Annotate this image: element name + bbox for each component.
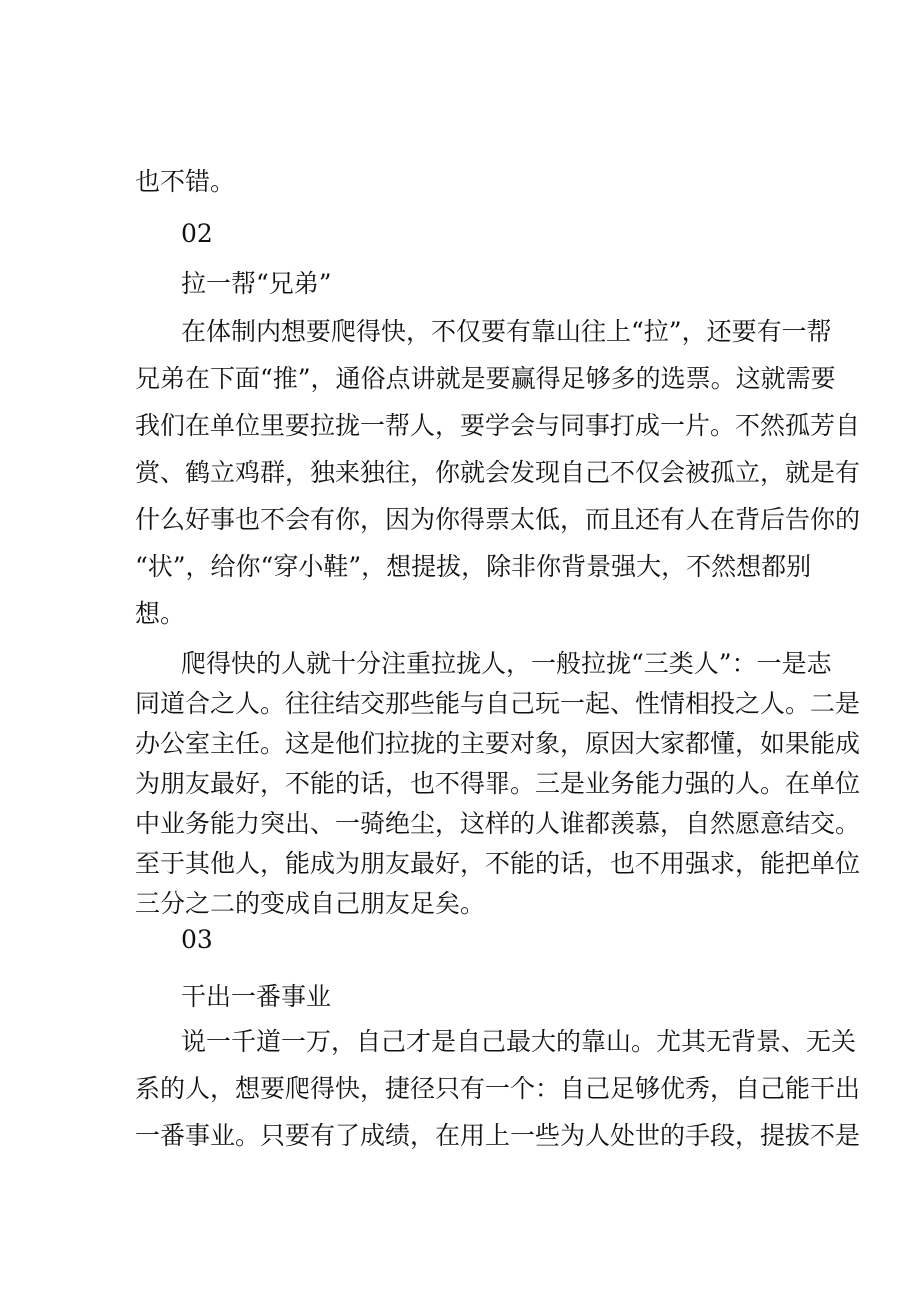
paragraph-line: 说一千道一万，自己才是自己最大的靠山。尤其无背景、无关 — [181, 1027, 857, 1056]
paragraph-line: 想。 — [135, 599, 186, 628]
paragraph-line: 系的人，想要爬得快，捷径只有一个：自己足够优秀，自己能干出 — [135, 1074, 861, 1103]
paragraph-line: 兄弟在下面“推”，通俗点讲就是要赢得足够多的选票。这就需要 — [135, 364, 836, 393]
paragraph-line: 爬得快的人就十分注重拉拢人，一般拉拢“三类人”：一是志 — [181, 649, 832, 678]
paragraph-line: 一番事业。只要有了成绩，在用上一些为人处世的手段，提拔不是 — [135, 1121, 861, 1150]
paragraph-line: 办公室主任。这是他们拉拢的主要对象，原因大家都懂，如果能成 — [135, 729, 861, 758]
section-number: 03 — [181, 925, 213, 954]
paragraph-line: 中业务能力突出、一骑绝尘，这样的人谁都羡慕，自然愿意结交。 — [135, 809, 861, 838]
paragraph-line: 赏、鹤立鸡群，独来独往，你就会发现自己不仅会被孤立，就是有 — [135, 458, 861, 487]
paragraph-line: 同道合之人。往往结交那些能与自己玩一起、性情相投之人。二是 — [135, 689, 861, 718]
paragraph-line: 为朋友最好，不能的话，也不得罪。三是业务能力强的人。在单位 — [135, 769, 861, 798]
paragraph-line: 在体制内想要爬得快，不仅要有靠山往上“拉”，还要有一帮 — [181, 317, 832, 346]
section-title: 拉一帮“兄弟” — [181, 269, 332, 298]
paragraph-line: “状”，给你“穿小鞋”，想提拔，除非你背景强大，不然想都别 — [135, 552, 812, 581]
paragraph-line: 也不错。 — [135, 167, 236, 196]
section-number: 02 — [181, 219, 213, 248]
paragraph-line: 至于其他人，能成为朋友最好，不能的话，也不用强求，能把单位 — [135, 849, 861, 878]
paragraph-line: 我们在单位里要拉拢一帮人，要学会与同事打成一片。不然孤芳自 — [135, 411, 861, 440]
paragraph-line: 什么好事也不会有你，因为你得票太低，而且还有人在背后告你的 — [135, 505, 861, 534]
section-title: 干出一番事业 — [181, 982, 332, 1011]
paragraph-line: 三分之二的变成自己朋友足矣。 — [135, 889, 486, 918]
